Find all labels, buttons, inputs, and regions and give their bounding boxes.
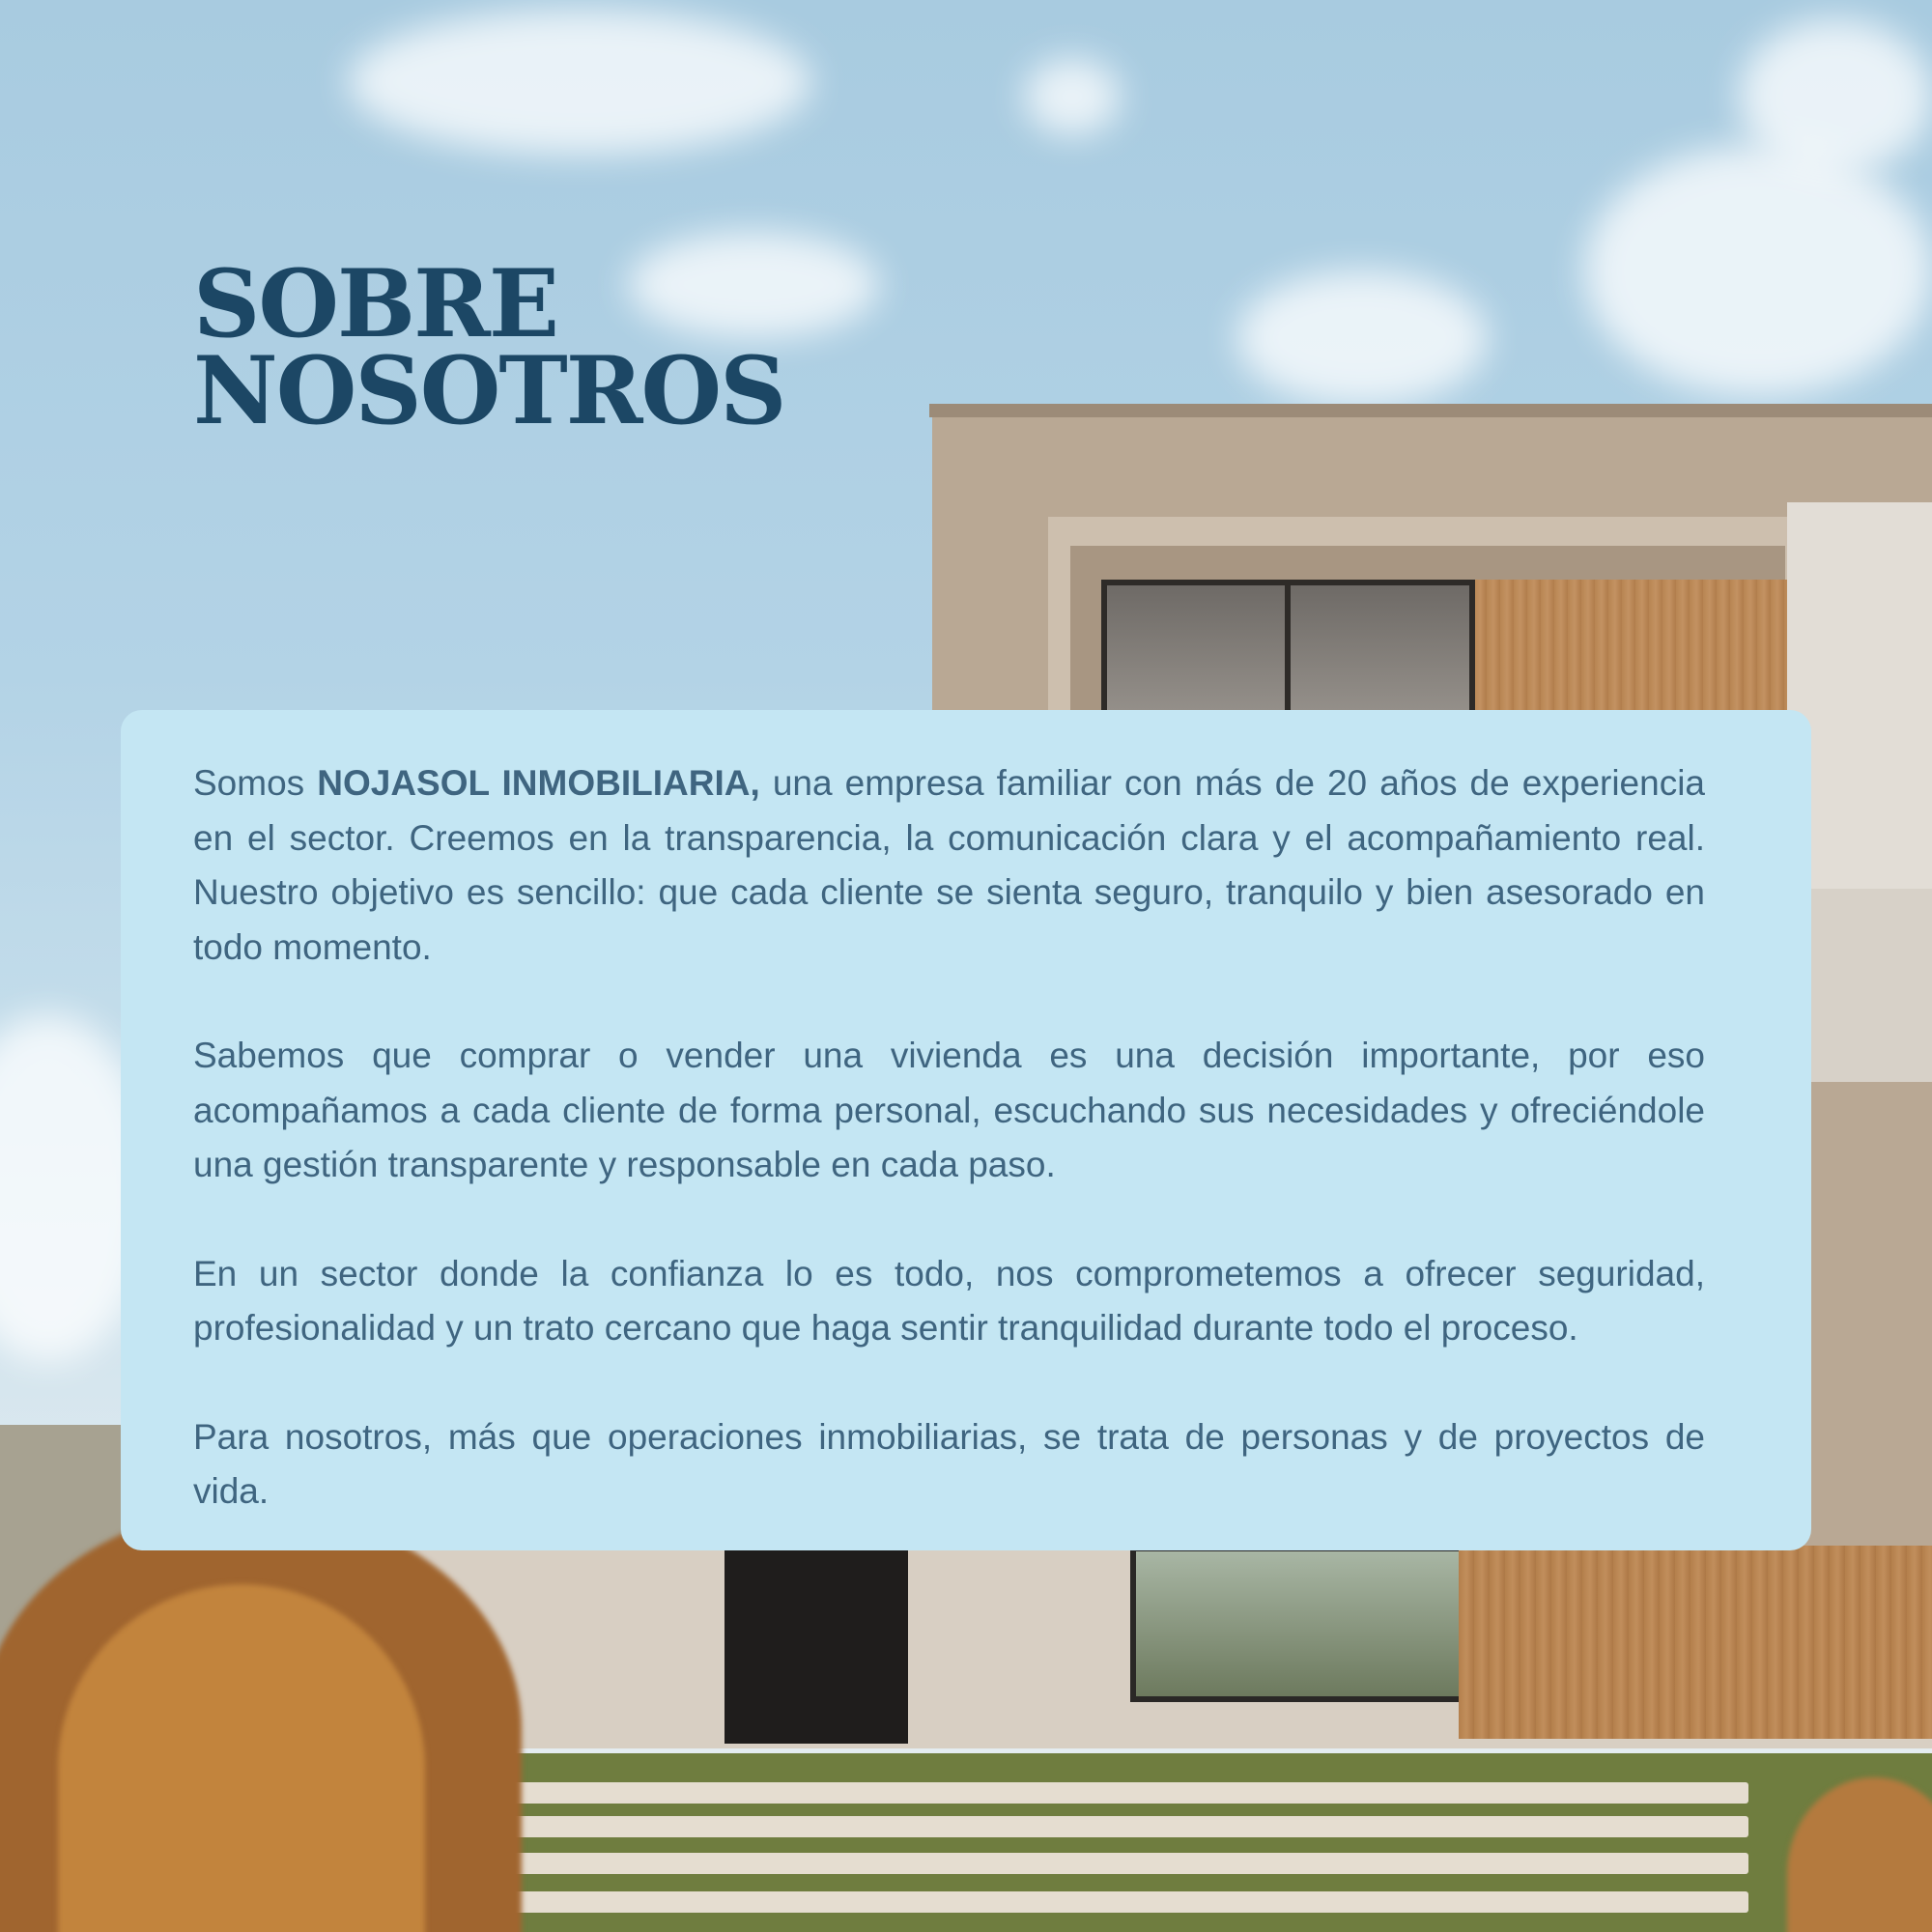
roof-trim	[929, 404, 1932, 417]
lower-wood-cladding	[1459, 1546, 1932, 1739]
cloud	[1024, 58, 1121, 135]
ornamental-grass	[58, 1584, 425, 1932]
title-line-2: NOSOTROS	[193, 336, 785, 445]
paragraph-intro	[193, 756, 1705, 975]
intro-prefix: Somos	[193, 763, 318, 803]
paragraph-people: Para nosotros, más que operaciones inmobiliarias, se trata de personas y de proyectos de vida.	[193, 1416, 1705, 1511]
about-text-panel	[121, 710, 1811, 1550]
paver-stripe	[406, 1782, 1748, 1804]
paragraph-decision: Sabemos que comprar o vender una vivienda es una decisión importante, por eso acompañamos a cada cliente de forma personal, escuchando sus necesidades y ofreciéndole una gestión transparente y responsable en cada paso.	[193, 1036, 1705, 1184]
title-line-1: SOBRE	[193, 249, 558, 358]
cloud	[1236, 270, 1488, 406]
paver-stripe	[348, 1816, 1748, 1837]
brand-name: NOJASOL INMOBILIARIA,	[317, 763, 760, 803]
intro-text: una empresa familiar con más de 20 años de experiencia en el sector. Creemos en la transparencia, la comunicación clara y el acompañamiento real. Nuestro objetivo es sencillo: que cada cliente se sienta seguro, tranquilo y bien asesorado en todo momento.	[193, 763, 1706, 967]
cloud	[1739, 19, 1932, 174]
entrance-door	[724, 1546, 908, 1744]
page-title	[193, 249, 785, 445]
cloud	[1584, 145, 1932, 396]
cloud	[348, 10, 811, 155]
lower-window	[1130, 1546, 1470, 1702]
paragraph-trust: En un sector donde la confianza lo es todo, nos comprometemos a ofrecer seguridad, profesionalidad y un trato cercano que haga sentir tranquilidad durante todo el proceso.	[193, 1253, 1705, 1348]
